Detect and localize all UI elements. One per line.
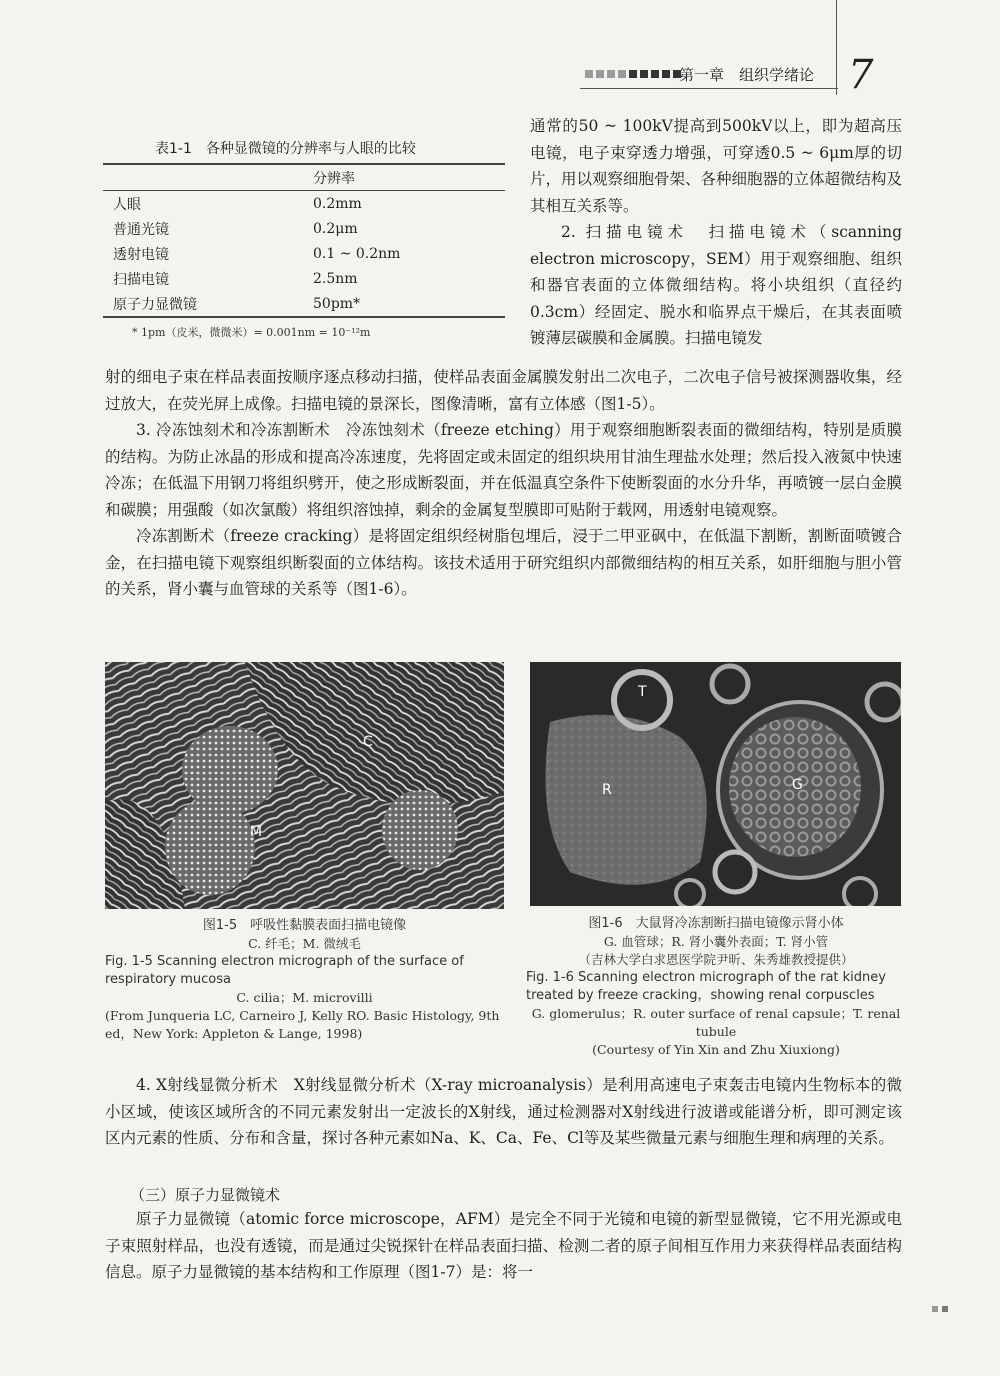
table-cell-value: 0.2mm: [313, 195, 362, 212]
table-cell-value: 0.1 ~ 0.2nm: [313, 245, 401, 262]
body-text: [105, 364, 902, 603]
caption-en: Fig. 1-5 Scanning electron micrograph of the surface of respiratory mucosa: [105, 954, 464, 987]
header-vertical-rule: [836, 0, 837, 95]
paragraph: 通常的50 ~ 100kV提高到500kV以上，即为超高压电镜，电子束穿透力增强，可穿透0.5 ~ 6μm厚的切片，用以观察细胞骨架、各种细胞器的立体超微结构及其相互关系等。: [530, 117, 903, 215]
caption-zh-sub: C. 纤毛；M. 微绒毛: [248, 936, 361, 951]
chapter-title: 第一章 组织学绪论: [679, 66, 815, 84]
figure-1-5-caption: [105, 917, 504, 1043]
paragraph: 4. X射线显微分析术 X射线显微分析术（X-ray microanalysis）是利用高速电子束轰击电镜内生物标本的微小区域，使该区域所含的不同元素发射出一定波长的X射线，通过检测器对X射线进行波谱或能谱分析，即可测定该区内元素的性质、分布和含量，探讨各种元素如Na、K、Ca、Fe、Cl等及某些微量元素与细胞生理和病理的关系。: [105, 1076, 902, 1147]
header-dots: [585, 70, 681, 78]
label-M: M: [250, 824, 263, 840]
label-G: G: [792, 777, 803, 793]
paragraph: 3. 冷冻蚀刻术和冷冻割断术 冷冻蚀刻术（freeze etching）用于观察细胞断裂表面的微细结构，特别是质膜的结构。为防止冰晶的形成和提高冷冻速度，先将固定或未固定的组织块用甘油生理盐水处理；然后投入液氮中快速冷冻；在低温下用钢刀将组织劈开，使之形成断裂面，并在低温真空条件下使断裂面的水分升华，再喷镀一层白金膜和碳膜；用强酸（如次氯酸）将组织溶蚀掉，剩余的金属复型膜即可贴附于载网，用透射电镜观察。: [105, 421, 902, 519]
caption-zh: 图1-5 呼吸性黏膜表面扫描电镜像: [202, 918, 407, 933]
corner-mark: [932, 1306, 938, 1312]
caption-en: Fig. 1-6 Scanning electron micrograph of the rat kidney treated by freeze cracking，showing renal corpuscles: [526, 970, 886, 1003]
table-footnote: * 1pm（皮米，微微米）= 0.001nm = 10⁻¹²m: [132, 326, 371, 339]
caption-en-sub: C. cilia；M. microvilli: [236, 990, 373, 1005]
figure-1-5-micrograph: [105, 662, 504, 909]
paragraph: 2. 扫描电镜术 扫描电镜术（scanning electron microscopy，SEM）用于观察细胞、组织和器官表面的立体微细结构。将小块组织（直径约0.3cm）经固定、脱水和临界点干燥后，在其表面喷镀薄层碳膜和金属膜。扫描电镜发: [530, 223, 902, 347]
xray-text: [105, 1072, 902, 1152]
table-cell-name: 普通光镜: [113, 221, 169, 238]
corner-mark: [942, 1306, 948, 1312]
table-row: [103, 216, 505, 241]
right-column-text: [530, 113, 902, 352]
table-cell-name: 原子力显微镜: [113, 296, 197, 313]
table-cell-value: 50pm*: [313, 295, 361, 312]
afm-text: [105, 1206, 902, 1286]
page-number: 7: [848, 52, 874, 98]
caption-credit: (Courtesy of Yin Xin and Zhu Xiuxiong): [592, 1042, 840, 1057]
section-heading: （三）原子力显微镜术: [130, 1186, 281, 1204]
table-row: [103, 266, 505, 291]
table-cell-name: 扫描电镜: [113, 271, 169, 288]
paragraph: 冷冻割断术（freeze cracking）是将固定组织经树脂包埋后，浸于二甲亚砜中，在低温下割断，割断面喷镀合金，在扫描电镜下观察组织断裂面的立体结构。该技术适用于研究组织内部微细结构的相互关系，如肝细胞与胆小管的关系，肾小囊与血管球的关系等（图1-6）。: [105, 527, 902, 598]
caption-credit: (From Junqueria LC, Carneiro J, Kelly RO. Basic Histology, 9th ed，New York: Appleton & Lange, 1998): [105, 1008, 500, 1041]
table-title: 表1-1 各种显微镜的分辨率与人眼的比较: [155, 141, 416, 157]
table-cell-name: 人眼: [113, 196, 141, 213]
table-row: [103, 241, 505, 266]
caption-en-sub: G. glomerulus；R. outer surface of renal capsule；T. renal tubule: [531, 1006, 901, 1039]
kidney-micrograph-image: [530, 662, 901, 906]
caption-zh-credit: （吉林大学白求恩医学院尹昕、朱秀雄教授提供）: [578, 952, 854, 967]
table-row: [103, 291, 505, 316]
paragraph: 射的细电子束在样品表面按顺序逐点移动扫描，使样品表面金属膜发射出二次电子，二次电子信号被探测器收集，经过放大，在荧光屏上成像。扫描电镜的景深长，图像清晰，富有立体感（图1-5）。: [105, 368, 902, 413]
table-row: [103, 191, 505, 216]
cilia-micrograph-image: [105, 662, 504, 909]
table-cell-name: 透射电镜: [113, 246, 169, 263]
label-C: C: [363, 734, 373, 750]
caption-zh: 图1-6 大鼠肾冷冻割断扫描电镜像示肾小体: [588, 916, 844, 931]
table-column-header: 分辨率: [313, 170, 355, 187]
table-header-row: [103, 165, 505, 190]
header-rule: [580, 88, 838, 89]
figure-1-6-micrograph: [530, 662, 901, 906]
resolution-table: [103, 163, 505, 318]
table-cell-value: 0.2μm: [313, 220, 358, 237]
label-R: R: [602, 782, 612, 798]
figure-1-6-caption: [526, 915, 906, 1059]
paragraph: 原子力显微镜（atomic force microscope，AFM）是完全不同于光镜和电镜的新型显微镜，它不用光源或电子束照射样品，也没有透镜，而是通过尖锐探针在样品表面扫描、检测二者的原子间相互作用力来获得样品表面结构信息。原子力显微镜的基本结构和工作原理（图1-7）是：将一: [105, 1210, 902, 1281]
label-T: T: [638, 684, 647, 700]
table-cell-value: 2.5nm: [313, 270, 358, 287]
caption-zh-sub: G. 血管球；R. 肾小囊外表面；T. 肾小管: [603, 934, 829, 949]
